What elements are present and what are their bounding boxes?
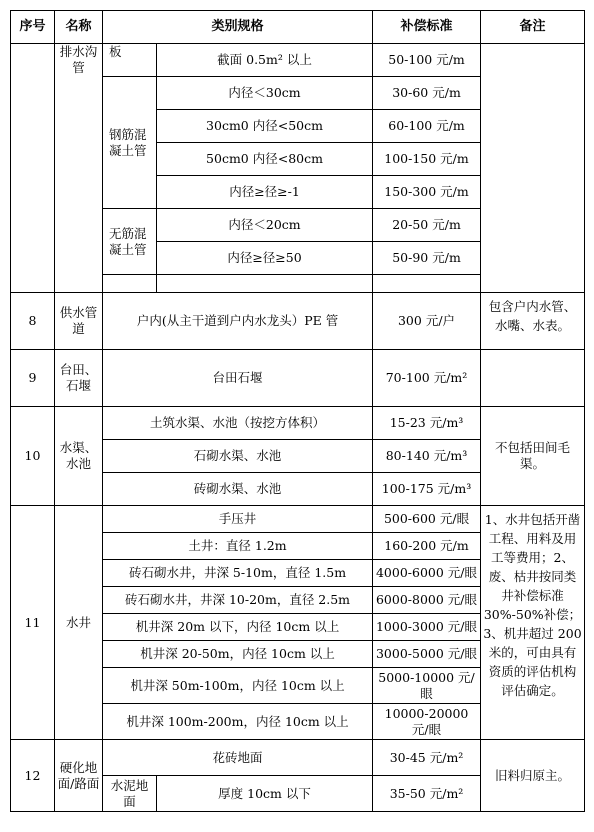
spec-cell: 花砖地面 xyxy=(103,740,373,776)
price-cell: 35-50 元/m² xyxy=(373,776,481,812)
spec-cell: 机井深 20-50m，内径 10cm 以上 xyxy=(103,641,373,668)
header-spec: 类别规格 xyxy=(103,11,373,44)
price-cell: 1000-3000 元/眼 xyxy=(373,614,481,641)
price-cell: 50-100 元/m xyxy=(373,44,481,77)
row-no-cell xyxy=(11,44,55,293)
table-row xyxy=(11,407,585,440)
price-cell: 6000-8000 元/眼 xyxy=(373,587,481,614)
spec-cell: 砖石砌水井，井深 5-10m，直径 1.5m xyxy=(103,560,373,587)
price-cell: 160-200 元/m xyxy=(373,533,481,560)
header-note: 备注 xyxy=(481,11,585,44)
row-no-cell: 9 xyxy=(11,350,55,407)
spec-cell: 机井深 20m 以下，内径 10cm 以上 xyxy=(103,614,373,641)
spec-cell: 内径≥径≥50 xyxy=(157,242,373,275)
table-row xyxy=(11,350,585,407)
spec-cell: 30cm0 内径<50cm xyxy=(157,110,373,143)
price-cell: 100-175 元/m³ xyxy=(373,473,481,506)
price-cell: 80-140 元/m³ xyxy=(373,440,481,473)
spec-cell: 砖砌水渠、水池 xyxy=(103,473,373,506)
row-no-cell: 10 xyxy=(11,407,55,506)
spec-cell: 机井深 50m-100m，内径 10cm 以上 xyxy=(103,668,373,704)
row-no-cell: 12 xyxy=(11,740,55,812)
row-name-cell: 供水管道 xyxy=(55,293,103,350)
subcategory-cell xyxy=(103,275,157,293)
row-name-cell: 水井 xyxy=(55,506,103,740)
row-no-cell: 8 xyxy=(11,293,55,350)
row-name-cell: 台田、石堰 xyxy=(55,350,103,407)
price-cell: 20-50 元/m xyxy=(373,209,481,242)
spec-cell: 砖石砌水井，井深 10-20m，直径 2.5m xyxy=(103,587,373,614)
table-row xyxy=(11,506,585,533)
subcategory-cell: 无筋混凝土管 xyxy=(103,209,157,275)
note-cell: 包含户内水管、水嘴、水表。 xyxy=(481,293,585,350)
price-cell: 60-100 元/m xyxy=(373,110,481,143)
price-cell xyxy=(373,275,481,293)
spec-cell: 50cm0 内径<80cm xyxy=(157,143,373,176)
price-cell: 50-90 元/m xyxy=(373,242,481,275)
spec-cell xyxy=(157,275,373,293)
spec-cell: 内径＜20cm xyxy=(157,209,373,242)
spec-cell: 截面 0.5m² 以上 xyxy=(157,44,373,77)
spec-cell: 户内(从主干道到户内水龙头）PE 管 xyxy=(103,293,373,350)
table-row xyxy=(11,740,585,776)
spec-cell: 土筑水渠、水池（按挖方体积） xyxy=(103,407,373,440)
header-row xyxy=(11,11,585,44)
spec-cell: 手压井 xyxy=(103,506,373,533)
subcategory-cell: 板 xyxy=(103,44,157,77)
header-no: 序号 xyxy=(11,11,55,44)
spec-cell: 石砌水渠、水池 xyxy=(103,440,373,473)
spec-cell: 厚度 10cm 以下 xyxy=(157,776,373,812)
price-cell: 10000-20000 元/眼 xyxy=(373,704,481,740)
note-cell xyxy=(481,44,585,293)
subcategory-cell: 水泥地面 xyxy=(103,776,157,812)
spec-cell: 台田石堰 xyxy=(103,350,373,407)
price-cell: 30-60 元/m xyxy=(373,77,481,110)
price-cell: 100-150 元/m xyxy=(373,143,481,176)
note-cell: 1、水井包括开凿工程、用料及用工等费用；2、废、枯井按同类井补偿标准30%-50%补偿；3、机井超过 200 米的，可由具有资质的评估机构评估确定。 xyxy=(481,506,585,740)
row-name-cell: 硬化地面/路面 xyxy=(55,740,103,812)
spec-cell: 土井：直径 1.2m xyxy=(103,533,373,560)
row-name-cell: 排水沟管 xyxy=(55,44,103,293)
header-price: 补偿标准 xyxy=(373,11,481,44)
subcategory-cell: 钢筋混凝土管 xyxy=(103,77,157,209)
row-name-cell: 水渠、水池 xyxy=(55,407,103,506)
note-cell: 不包括田间毛渠。 xyxy=(481,407,585,506)
price-cell: 150-300 元/m xyxy=(373,176,481,209)
note-cell: 旧料归原主。 xyxy=(481,740,585,812)
spec-cell: 内径＜30cm xyxy=(157,77,373,110)
price-cell: 70-100 元/m² xyxy=(373,350,481,407)
table-row xyxy=(11,44,585,77)
spec-cell: 内径≥径≥-1 xyxy=(157,176,373,209)
price-cell: 5000-10000 元/眼 xyxy=(373,668,481,704)
row-no-cell: 11 xyxy=(11,506,55,740)
spec-cell: 机井深 100m-200m，内径 10cm 以上 xyxy=(103,704,373,740)
note-cell xyxy=(481,350,585,407)
table-row xyxy=(11,293,585,350)
price-cell: 30-45 元/m² xyxy=(373,740,481,776)
price-cell: 500-600 元/眼 xyxy=(373,506,481,533)
price-cell: 3000-5000 元/眼 xyxy=(373,641,481,668)
header-name: 名称 xyxy=(55,11,103,44)
compensation-table xyxy=(10,10,585,812)
price-cell: 300 元/户 xyxy=(373,293,481,350)
price-cell: 4000-6000 元/眼 xyxy=(373,560,481,587)
price-cell: 15-23 元/m³ xyxy=(373,407,481,440)
